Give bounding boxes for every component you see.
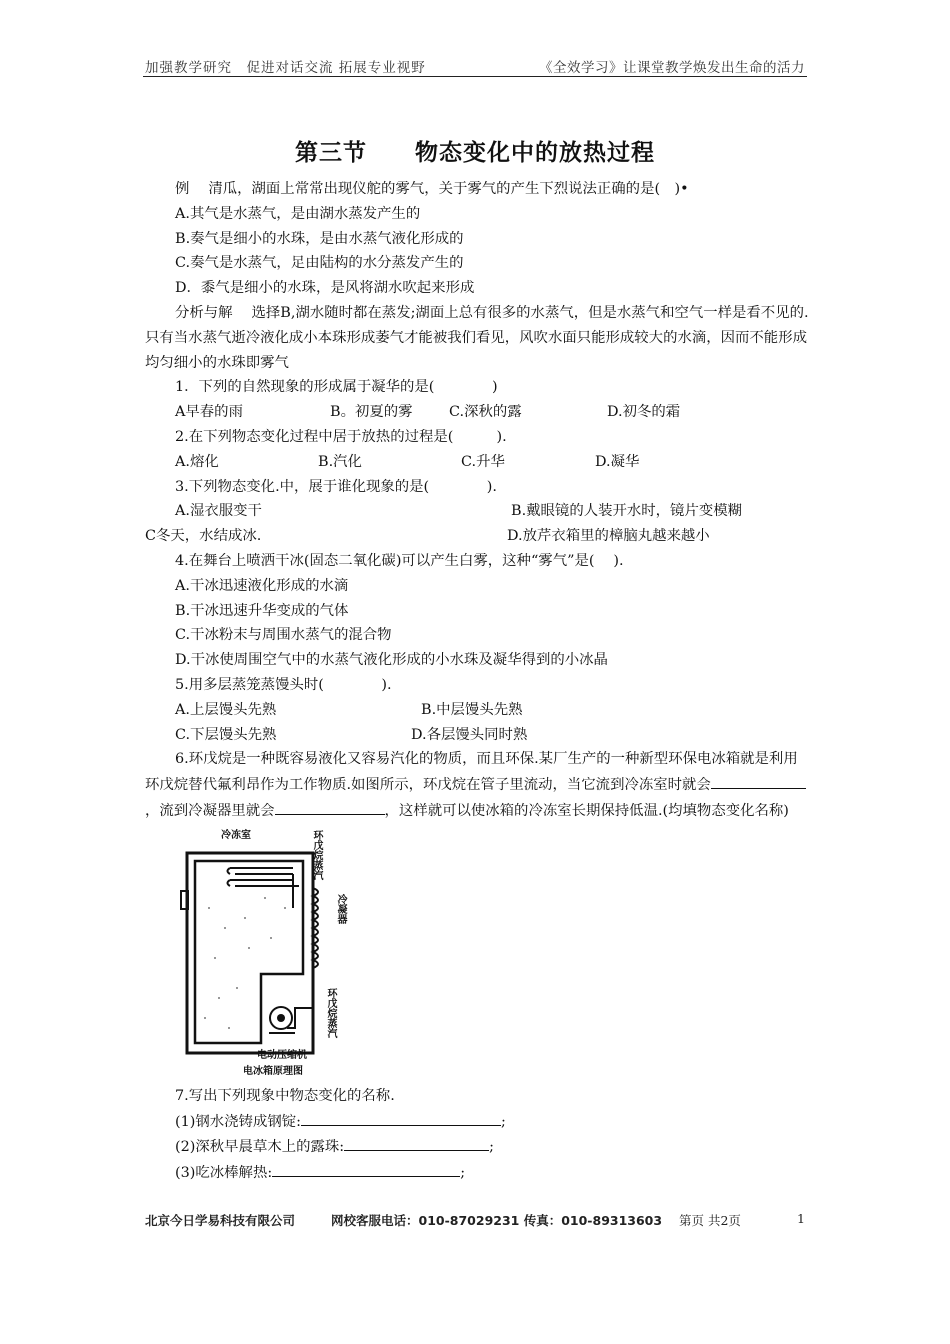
q5-options-ab bbox=[145, 698, 811, 723]
diagram-caption: 电冰箱原理图 bbox=[243, 1065, 303, 1077]
q1-option-b: B。初夏的雾 bbox=[330, 404, 413, 421]
q7-item-3 bbox=[145, 1160, 811, 1186]
example-option-d: D．黍气是细小的水珠，是风将湖水吹起来形成 bbox=[175, 280, 475, 297]
example-analysis: 分析与解 选择B,湖水随时都在蒸发;湖面上总有很多的水蒸气，但是水蒸气和空气一样是看不见的.只有当水蒸气逝冷液化成小本珠形成萎气才能被我们看见，风吹水面只能形成较大的水滴，因而不能形成均匀细小的水珠即雾气 bbox=[145, 304, 809, 371]
freezer-label: 冷冻室 bbox=[221, 829, 251, 841]
vapor-top-label: 环戊烷蒸汽 bbox=[311, 829, 322, 880]
q6-text-part2: ，流到冷凝器里就会 bbox=[145, 802, 275, 819]
example-option-a: A.其气是水蒸气，是由湖水蒸发产生的 bbox=[175, 205, 421, 222]
q6-text-part1: 6.环戊烷是一种既容易液化又容易汽化的物质，而且环保.某厂生产的一种新型环保电冰箱就是利用环戊烷替代氟利昂作为工作物质.如图所示，环戊烷在管子里流动，当它流到冷冻室时就会 bbox=[145, 751, 798, 794]
footer-company: 北京今日学易科技有限公司 bbox=[145, 1213, 296, 1228]
q4-option-d: D.干冰使周围空气中的水蒸气液化形成的小水珠及凝华得到的小冰晶 bbox=[175, 652, 608, 669]
q6-text bbox=[145, 747, 811, 823]
vapor-bottom-label: 环戊烷蒸汽 bbox=[325, 987, 336, 1038]
document-body bbox=[145, 177, 811, 1186]
q6-text-part3: ，这样就可以使冰箱的冷冻室长期保持低温.(均填物态变化名称) bbox=[384, 802, 789, 819]
section-title: 第三节 物态变化中的放热过程 bbox=[295, 140, 655, 166]
example-option-b: B.奏气是细小的水珠，是由水蒸气液化形成的 bbox=[175, 230, 464, 247]
q2-option-c: C.升华 bbox=[461, 453, 505, 470]
q3-option-c: C冬天，水结成冰. bbox=[145, 528, 262, 545]
q3-option-d: D.放芹衣箱里的樟脑丸越来越小 bbox=[507, 528, 710, 545]
example-option-c: C.奏气是水蒸气，足由陆构的水分蒸发产生的 bbox=[175, 255, 464, 272]
q2-stem: 2.在下列物态变化过程中居于放热的过程是( ). bbox=[175, 428, 507, 445]
compressor-label: 电动压缩机 bbox=[257, 1049, 307, 1061]
q4-option-b: B.干冰迅速升华变成的气体 bbox=[175, 602, 349, 619]
q5-stem: 5.用多层蒸笼蒸馒头时( ). bbox=[175, 676, 392, 693]
q1-option-a: A早春的雨 bbox=[175, 404, 243, 421]
example-stem: 例 清瓜，湖面上常常出现仪舵的雾气，关于雾气的产生下烈说法正确的是( )• bbox=[175, 181, 689, 197]
q5-options-cd bbox=[145, 723, 811, 748]
q7-item-2 bbox=[145, 1134, 811, 1160]
q7-item-1-end: ; bbox=[500, 1113, 506, 1130]
q2-option-a: A.熔化 bbox=[175, 453, 219, 470]
q7-item-3-label: (3)吃冰棒解热: bbox=[175, 1165, 273, 1182]
q7-item-3-end: ; bbox=[460, 1165, 466, 1182]
q7-stem: 7.写出下列现象中物态变化的名称. bbox=[175, 1087, 395, 1104]
q5-option-d: D.各层馒头同时熟 bbox=[411, 726, 528, 743]
q3-option-b: B.戴眼镜的人装开水时，镜片变模糊 bbox=[511, 503, 743, 520]
footer-pages: 第页 共2页 bbox=[679, 1213, 741, 1228]
q7-item-1-label: (1)钢水浇铸成钢锭: bbox=[175, 1113, 301, 1130]
header-right-text: 《全效学习》让课堂教学焕发出生命的活力 bbox=[539, 60, 805, 76]
footer-page-number: 1 bbox=[797, 1211, 805, 1226]
header-left-text: 加强教学研究 促进对话交流 拓展专业视野 bbox=[145, 60, 426, 76]
q3-option-a: A.湿衣服变干 bbox=[175, 503, 262, 520]
q2-option-d: D.凝华 bbox=[595, 453, 640, 470]
q1-stem: 1．下列的自然现象的形成属于凝华的是( ) bbox=[175, 379, 498, 396]
q1-options bbox=[145, 400, 811, 425]
footer-phone: 网校客服电话：010-87029231 传真：010-89313603 bbox=[331, 1213, 663, 1228]
q4-option-a: A.干冰迅速液化形成的水滴 bbox=[175, 577, 349, 594]
q5-option-c: C.下层馒头先熟 bbox=[175, 726, 277, 743]
q1-option-d: D.初冬的霜 bbox=[607, 404, 681, 421]
fridge-diagram bbox=[175, 828, 365, 1078]
q6-blank-2[interactable] bbox=[275, 798, 385, 815]
condenser-label: 冷凝器 bbox=[335, 893, 346, 924]
q2-options bbox=[145, 450, 811, 475]
q5-option-a: A.上层馒头先熟 bbox=[175, 701, 277, 718]
q7-item-2-label: (2)深秋早晨草木上的露珠: bbox=[175, 1139, 345, 1156]
q7-blank-1[interactable] bbox=[301, 1109, 501, 1126]
page-header bbox=[143, 54, 807, 77]
q7-blank-3[interactable] bbox=[272, 1160, 460, 1177]
q3-options-cd bbox=[145, 524, 811, 549]
q6-blank-1[interactable] bbox=[711, 772, 806, 789]
q7-blank-2[interactable] bbox=[344, 1134, 489, 1151]
q4-stem: 4.在舞台上喷洒干冰(固态二氧化碳)可以产生白雾，这种“雾气”是( ). bbox=[175, 552, 624, 569]
page-footer bbox=[143, 1209, 807, 1229]
q3-options-ab bbox=[145, 499, 811, 524]
q5-option-b: B.中层馒头先熟 bbox=[421, 701, 523, 718]
fridge-diagram-drawing bbox=[175, 828, 365, 1078]
q2-option-b: B.汽化 bbox=[318, 453, 362, 470]
q4-option-c: C.干冰粉末与周围水蒸气的混合物 bbox=[175, 627, 392, 644]
q1-option-c: C.深秋的露 bbox=[449, 404, 522, 421]
q7-item-2-end: ; bbox=[489, 1139, 494, 1156]
q3-stem: 3.下列物态变化.中，展于谁化现象的是( ). bbox=[175, 478, 497, 495]
q7-item-1 bbox=[145, 1109, 811, 1135]
